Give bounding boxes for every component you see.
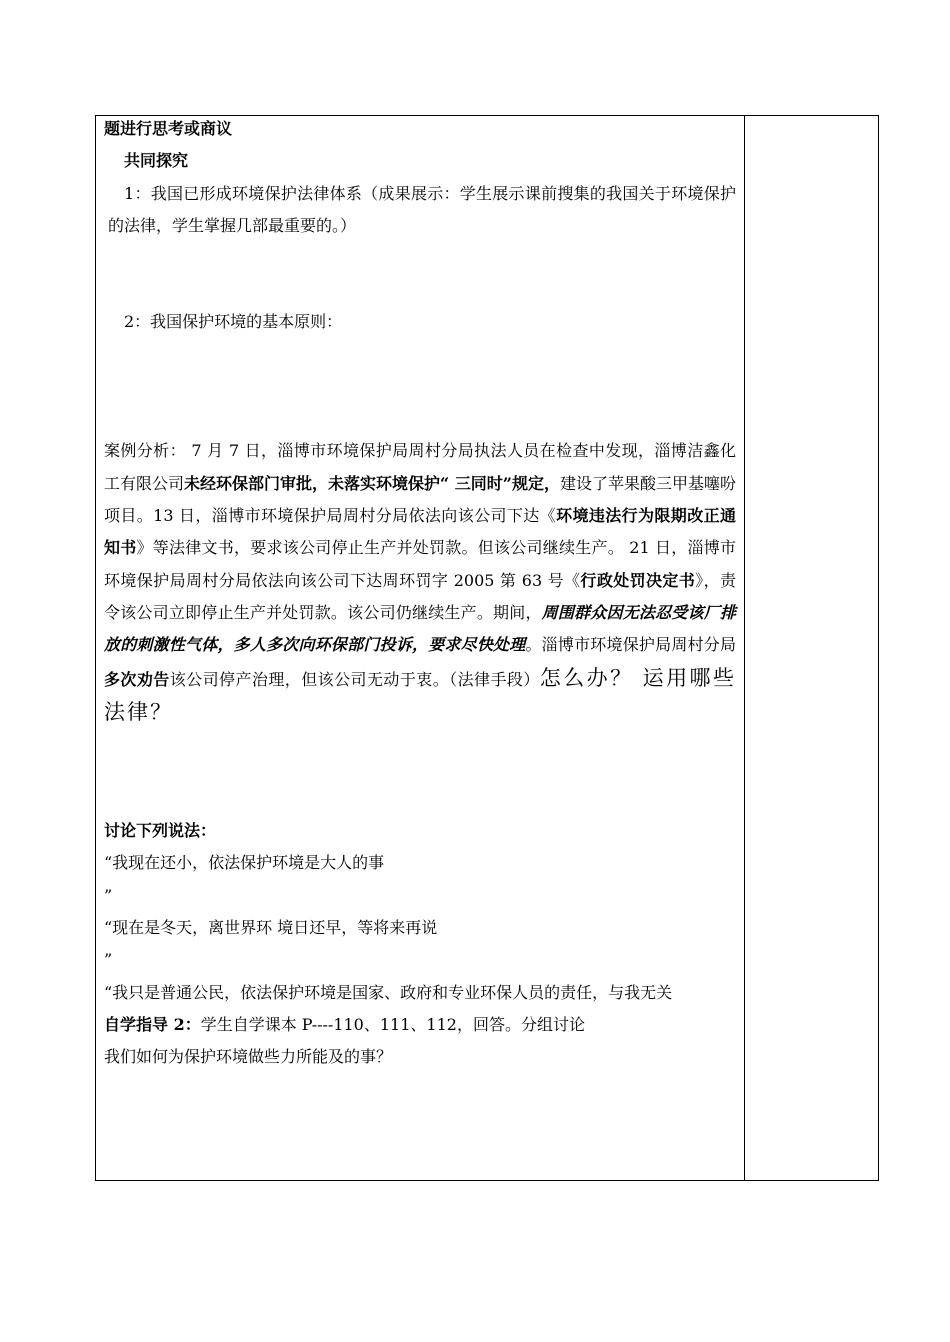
point-1: 1：我国已形成环境保护法律体系（成果展示：学生展示课前搜集的我国关于环境保护的法律，学生掌握几部最重要的。） [108,183,736,235]
case-analysis: 案例分析： 7 月 7 日，淄博市环境保护局周村分局执法人员在检查中发现，淄博洁鑫化工有限公司未经环保部门审批，未落实环境保护“ 三同时”规定，建设了苹果酸三甲基噻吩项目。13 日，淄博市环境保护局周村分局依法向该公司下达《环境违法行为限期改正通知书》等法律文书，要求该公司停止生产并处罚款。但该公司继续生产。 21 日，淄博市环境保护局周村分局依法向该公司下达周环罚字 2005 第 63 号《行政处罚决定书》，责令该公司立即停止生产并处罚款。该公司仍继续生产。期间，周围群众因无法忍受该厂排放的刺激性气体，多人多次向环保部门投诉，要求尽快处理。淄博市环境保护局周村分局多次劝告该公司停产治理，但该公司无动于衷。（法律手段）怎么办？ 运用哪些法律？ [104,441,737,724]
self-study-guide: 自学指导 2：学生自学课本 P----110、111、112，回答。分组讨论 [104,1014,585,1034]
final-question: 我们如何为保护环境做些力所能及的事？ [104,1047,393,1067]
heading-line: 题进行思考或商议 [104,119,233,138]
quote-3: “我只是普通公民，依法保护环境是国家、政府和专业环保人员的责任，与我无关 [104,982,673,1002]
quote-1: “我现在还小，依法保护环境是大人的事 [104,853,385,873]
discussion-title: 讨论下列说法： [104,821,217,841]
content-cell [104,113,736,1074]
point-2: 2：我国保护环境的基本原则： [124,312,343,332]
quote-2-end: ” [104,950,113,970]
section-title: 共同探究 [124,151,189,171]
column-divider [744,115,745,1181]
quote-1-end: ” [104,885,113,905]
quote-2: “现在是冬天，离世界环 境日还早，等将来再说 [104,918,438,938]
